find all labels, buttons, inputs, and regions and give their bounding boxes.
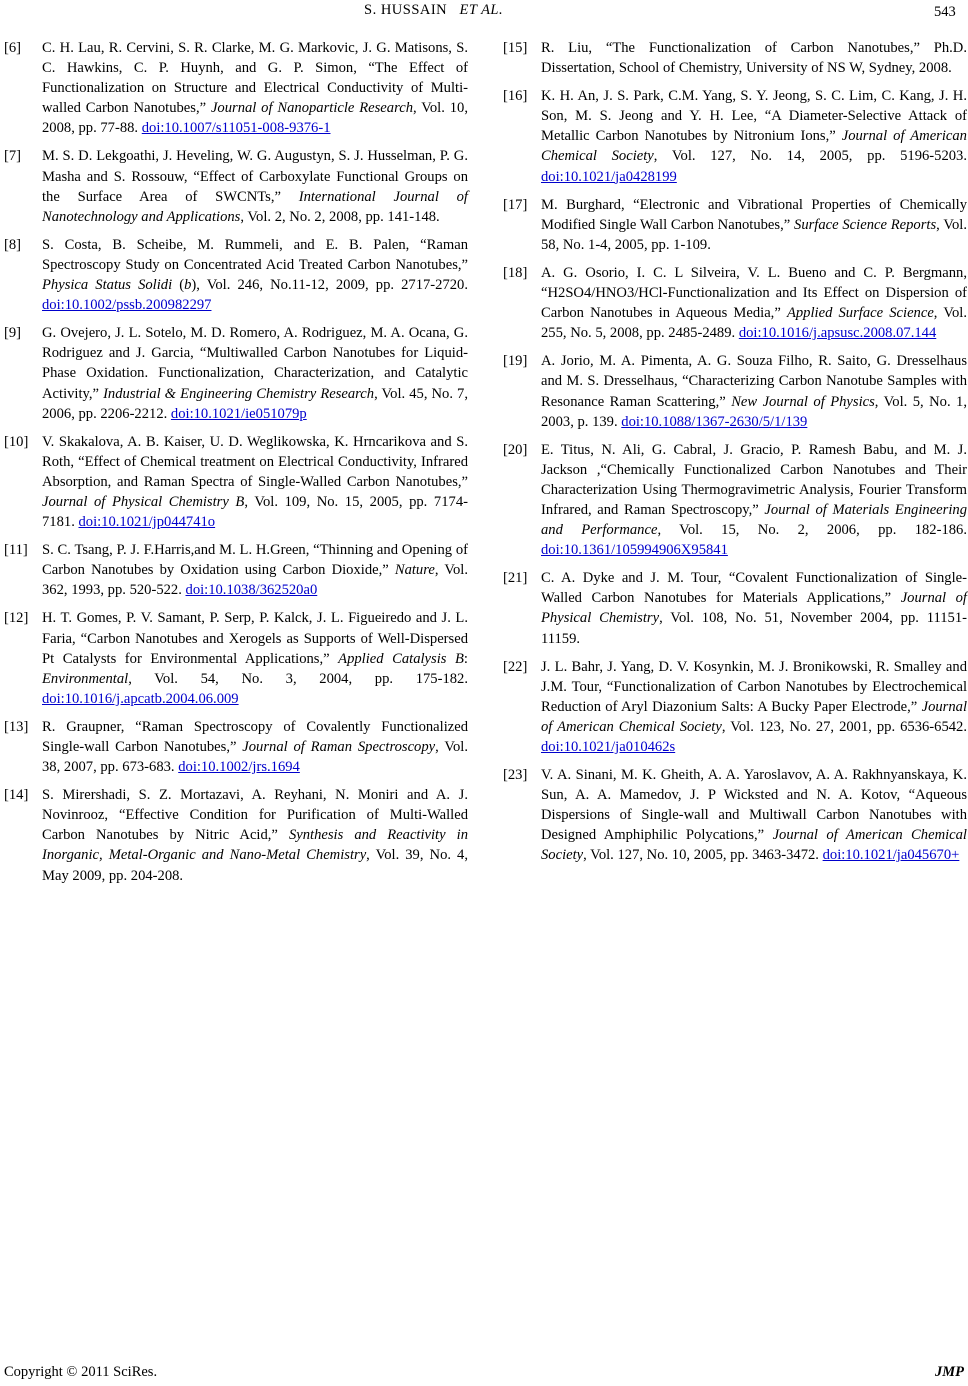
- doi-link[interactable]: doi:10.1038/362520a0: [185, 582, 318, 599]
- doi-link[interactable]: doi:10.1361/105994906X95841: [541, 542, 728, 559]
- reference-9: [9] G. Ovejero, J. L. Sotelo, M. D. Romero, A. Rodriguez, M. A. Ocana, G. Rodriguez and J. Garcia, “Multiwalled Carbon Nanotubes for Liquid-Phase Oxidation. Functionalization, Characterization, and Catalytic Activity,” Industrial & Engineering Chemistry Research, Vol. 45, No. 7, 2006, pp. 2206-2212. doi:10.1021/ie051079p: [4, 325, 468, 422]
- journal-abbrev: JMP: [935, 1364, 964, 1380]
- references-right-column: [503, 38, 967, 874]
- copyright-notice: Copyright © 2011 SciRes.: [4, 1364, 158, 1380]
- reference-6: [6] C. H. Lau, R. Cervini, S. R. Clarke, M. G. Markovic, J. G. Matisons, S. C. Hawkins, C. P. Huynh, and G. P. Simon, “The Effect of Functionalization on Structure and Electrical Conductivity of Multi-walled Carbon Nanotubes,” Journal of Nanoparticle Research, Vol. 10, 2008, pp. 77-88. doi:10.1007/s11051-008-9376-1: [4, 40, 468, 137]
- doi-link[interactable]: doi:10.1002/jrs.1694: [178, 759, 300, 776]
- reference-11: [11] S. C. Tsang, P. J. F.Harris,and M. L. H.Green, “Thinning and Opening of Carbon Nanotubes by Oxidation using Carbon Dioxide,” Nature, Vol. 362, 1993, pp. 520-522. doi:10.1038/362520a0: [4, 542, 468, 599]
- reference-8: [8] S. Costa, B. Scheibe, M. Rummeli, and E. B. Palen, “Raman Spectroscopy Study on Concentrated Acid Treated Carbon Nanotubes,” Physica Status Solidi (b), Vol. 246, No.11-12, 2009, pp. 2717-2720. doi:10.1002/pssb.200982297: [4, 236, 468, 314]
- reference-21: [21] C. A. Dyke and J. M. Tour, “Covalent Functionalization of Single-Walled Carbon Nanotubes for Materials Applications,” Journal of Physical Chemistry, Vol. 108, No. 51, November 2004, pp. 11151-11159.: [503, 570, 967, 647]
- page-number: 543: [934, 4, 956, 20]
- doi-link[interactable]: doi:10.1021/ja0428199: [541, 168, 677, 185]
- header-etal: ET AL.: [459, 2, 504, 18]
- doi-link[interactable]: doi:10.1002/pssb.200982297: [42, 297, 212, 314]
- doi-link[interactable]: doi:10.1021/ja045670+: [822, 847, 960, 864]
- reference-19: [19] A. Jorio, M. A. Pimenta, A. G. Souza Filho, R. Saito, G. Dresselhaus and M. S. Dresselhaus, “Characterizing Carbon Nanotube Samples with Resonance Raman Scattering,” New Journal of Physics, Vol. 5, No. 1, 2003, p. 139. doi:10.1088/1367-2630/5/1/139: [503, 353, 967, 430]
- running-head: [364, 2, 503, 19]
- doi-link[interactable]: doi:10.1021/ja010462s: [541, 739, 676, 755]
- references-left-column: [4, 38, 468, 894]
- page-header: [0, 0, 968, 30]
- doi-link[interactable]: doi:10.1007/s11051-008-9376-1: [141, 120, 331, 137]
- doi-link[interactable]: doi:10.1021/ie051079p: [170, 405, 307, 422]
- reference-7: [7] M. S. D. Lekgoathi, J. Heveling, W. G. Augustyn, S. J. Husselman, P. G. Masha and S. Rossouw, “Effect of Carboxylate Functional Groups on the Surface Area of SWCNTs,” International Journal of Nanotechnology and Applications, Vol. 2, No. 2, 2008, pp. 141-148.: [4, 148, 468, 225]
- reference-12: [12] H. T. Gomes, P. V. Samant, P. Serp, P. Kalck, J. L. Figueiredo and J. L. Faria, “Carbon Nanotubes and Xerogels as Supports of Well-Dispersed Pt Catalysts for Environmental Applications,” Applied Catalysis B: Environmental, Vol. 54, No. 3, 2004, pp. 175-182. doi:10.1016/j.apcatb.2004.06.009: [4, 610, 468, 707]
- reference-14: [14] S. Mirershadi, S. Z. Mortazavi, A. Reyhani, N. Moniri and A. J. Novinrooz, “Effective Condition for Purification of Multi-Walled Carbon Nanotubes by Nitric Acid,” Synthesis and Reactivity in Inorganic, Metal-Organic and Nano-Metal Chemistry, Vol. 39, No. 4, May 2009, pp. 204-208.: [4, 787, 468, 884]
- reference-10: [10] V. Skakalova, A. B. Kaiser, U. D. Weglikowska, K. Hrncarikova and S. Roth, “Effect of Chemical treatment on Electrical Conductivity, Infrared Absorption, and Raman Spectra of Single-Walled Carbon Nanotubes,” Journal of Physical Chemistry B, Vol. 109, No. 15, 2005, pp. 7174-7181. doi:10.1021/jp044741o: [4, 433, 468, 531]
- reference-18: [18] A. G. Osorio, I. C. L Silveira, V. L. Bueno and C. P. Bergmann, “H2SO4/HNO3/HCl-Functionalization and Its Effect on Dispersion of Carbon Nanotubes in Aqueous Media,” Applied Surface Science, Vol. 255, No. 5, 2008, pp. 2485-2489. doi:10.1016/j.apsusc.2008.07.144: [503, 264, 967, 342]
- reference-16: [16] K. H. An, J. S. Park, C.M. Yang, S. Y. Jeong, S. C. Lim, C. Kang, J. H. Son, M. S. Jeong and Y. H. Lee, “A Diameter-Selective Attack of Metallic Carbon Nanotubes by Nitronium Ions,” Journal of American Chemical Society, Vol. 127, No. 14, 2005, pp. 5196-5203. doi:10.1021/ja0428199: [503, 88, 967, 185]
- reference-17: [17] M. Burghard, “Electronic and Vibrational Properties of Chemically Modified Single Wall Carbon Nanotubes,” Surface Science Reports, Vol. 58, No. 1-4, 2005, pp. 1-109.: [503, 196, 967, 253]
- reference-13: [13] R. Graupner, “Raman Spectroscopy of Covalently Functionalized Single-wall Carbon Nanotubes,” Journal of Raman Spectroscopy, Vol. 38, 2007, pp. 673-683. doi:10.1002/jrs.1694: [4, 718, 468, 776]
- page-footer: [0, 1364, 968, 1384]
- reference-15: [15] R. Liu, “The Functionalization of Carbon Nanotubes,” Ph.D. Dissertation, School of Chemistry, University of NS W, Sydney, 2008.: [503, 40, 967, 77]
- doi-link[interactable]: doi:10.1021/jp044741o: [78, 514, 216, 531]
- header-author: S. HUSSAIN: [364, 2, 448, 18]
- doi-link[interactable]: doi:10.1088/1367-2630/5/1/139: [621, 413, 808, 430]
- doi-link[interactable]: doi:10.1016/j.apsusc.2008.07.144: [738, 325, 937, 342]
- reference-22: [22] J. L. Bahr, J. Yang, D. V. Kosynkin, M. J. Bronikowski, R. Smalley and J.M. Tour, “Functionalization of Carbon Nanotubes by Electrochemical Reduction of Aryl Diazonium Salts: A Bucky Paper Electrode,” Journal of American Chemical Society, Vol. 123, No. 27, 2001, pp. 6536-6542. doi:10.1021/ja010462s: [503, 658, 967, 755]
- reference-20: [20] E. Titus, N. Ali, G. Cabral, J. Gracio, P. Ramesh Babu, and M. J. Jackson ,“Chemically Functionalized Carbon Nanotubes and Their Characterization Using Thermogravimetric Analysis, Fourier Transform Infrared, and Raman Spectroscopy,” Journal of Materials Engineering and Performance, Vol. 15, No. 2, 2006, pp. 182-186. doi:10.1361/105994906X95841: [503, 441, 967, 559]
- doi-link[interactable]: doi:10.1016/j.apcatb.2004.06.009: [42, 690, 239, 707]
- reference-23: [23] V. A. Sinani, M. K. Gheith, A. A. Yaroslavov, A. A. Rakhnyanskaya, K. Sun, A. A. Mamedov, J. P Wicksted and N. A. Kotov, “Aqueous Dispersions of Single-wall and Multiwall Carbon Nanotubes with Designed Amphiphilic Polycations,” Journal of American Chemical Society, Vol. 127, No. 10, 2005, pp. 3463-3472. doi:10.1021/ja045670+: [503, 767, 967, 864]
